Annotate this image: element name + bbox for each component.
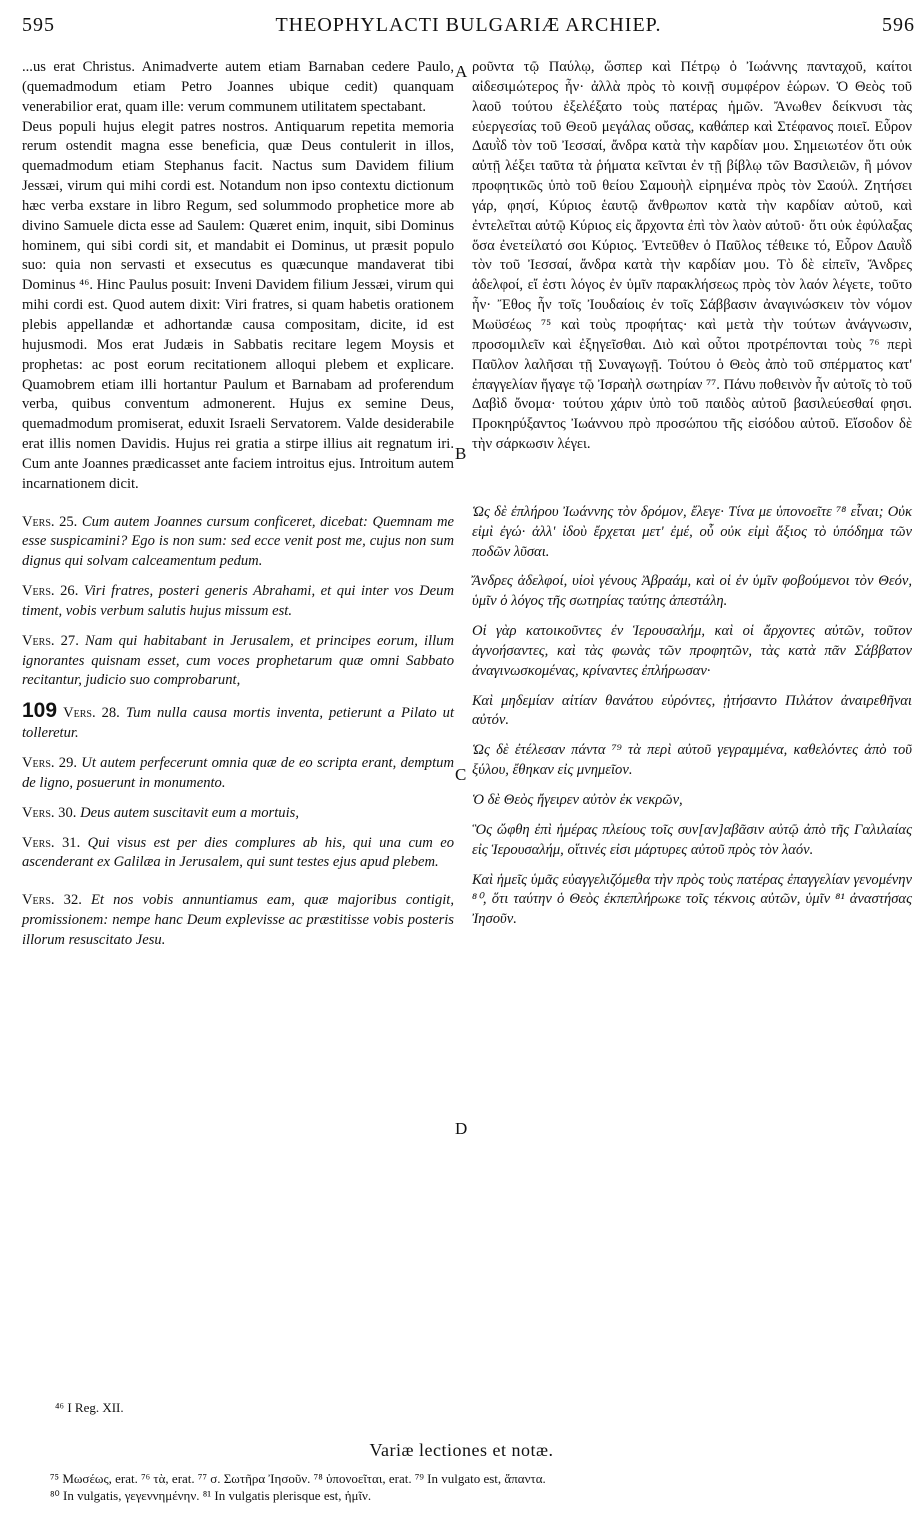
latin-commentary-1: ...us erat Christus. Animadverte autem etiam Barnaban cedere Paulo, (quemadmodum etiam Petro Joannes ubique cedit) quanquam venerabilior erat, quam ille: verum communem utilitatem spectabant. [22,59,454,115]
verse-label: Vers. 26. [22,583,79,600]
verse-text: Deus autem suscitavit eum a mortuis, [80,804,299,821]
verse-text: Ὃς ὤφθη ἐπὶ ἡμέρας πλείους τοῖς συν[αν]αβᾶσιν αὐτῷ ἀπὸ τῆς Γαλιλαίας εἰς Ἱερουσαλήμ, οἵτινές εἰσι μάρτυρες αὐτοῦ πρὸς τὸν λαόν. [472,821,912,858]
greek-verse-30 [472,791,912,811]
verse-text: Qui visus est per dies complures ab his, qui una cum eo ascenderant ex Galilæa in Jerusalem, qui sunt testes ejus apud plebem. [22,834,454,871]
verse-label: Vers. 25. [22,513,78,530]
greek-verse-32 [472,871,912,931]
latin-verse-28 [22,701,454,744]
footnote: ⁴⁶ I Reg. XII. [55,1400,124,1415]
verse-text: Ut autem perfecerunt omnia quæ de eo scripta erant, demptum de ligno, posuerunt in monumento. [22,755,454,791]
greek-verse-26 [472,572,912,612]
verse-text: Ὡς δὲ ἐτέλεσαν πάντα ⁷⁹ τὰ περὶ αὐτοῦ γεγραμμένα, καθελόντες ἀπὸ τοῦ ξύλου, ἔθηκαν εἰς μνημεῖον. [472,742,912,779]
column-page-marker: 109 [22,699,58,723]
variant-line-2: ⁸⁰ In vulgatis, γεγεννημένην. ⁸¹ In vulgatis plerisque est, ἡμῖν. [50,1488,372,1503]
verse-label: Vers. 27. [22,632,79,649]
verse-text: Ἄνδρες ἀδελφοί, υἱοὶ γένους Ἀβραάμ, καὶ οἱ ἐν ὑμῖν φοβούμενοι τὸν Θεόν, ὑμῖν ὁ λόγος τῆς σωτηρίας ταύτης ἀπεστάλη. [472,573,912,610]
verse-label: Vers. 30. [22,804,77,821]
verse-label: Vers. 28. [63,705,120,722]
verse-text: Tum nulla causa mortis inventa, petierunt a Pilato ut tolleretur. [22,705,454,742]
variant-line-1: ⁷⁵ Μωσέως, erat. ⁷⁶ τὰ, erat. ⁷⁷ σ. Σωτῆρα Ἰησοῦν. ⁷⁸ ὑπονοεῖται, erat. ⁷⁹ In vulgato est, ἅπαντα. [50,1471,546,1486]
section-marker-a: A [455,62,468,81]
greek-verse-27 [472,622,912,682]
latin-verse-27 [22,632,454,692]
verse-text: Cum autem Joannes cursum conficeret, dicebat: Quemnam me esse suspicamini? Ego is non sum: sed ecce venit post me, cujus non sum dignus qui solvam calceamentum pedum. [22,513,454,570]
greek-verse-28 [472,692,912,732]
greek-column [472,58,912,930]
page-header [22,6,915,46]
verse-text: Καὶ μηδεμίαν αἰτίαν θανάτου εὑρόντες, ᾐτήσαντο Πιλάτον ἀναιρεθῆναι αὐτόν. [472,692,912,729]
latin-verse-29 [22,754,454,794]
greek-commentary: ροῦντα τῷ Παύλῳ, ὥσπερ καὶ Πέτρῳ ὁ Ἰωάννης πανταχοῦ, καίτοι αἰδεσιμώτερος ἦν· ἀλλὰ πρὸς τὸ κοινῇ συμφέρον ἑώρων. Ὁ Θεὸς τοῦ λαοῦ τούτου ἐξελέξατο τοὺς πατέρας ἡμῶν. Ἄνωθεν δείκνυσι τὰς εὐεργεσίας τοῦ Θεοῦ μεγάλας οὔσας, καθάπερ καὶ Στέφανος ποιεῖ. Εὗρον Δαυῒδ τὸν τοῦ Ἰεσσαί, ἄνδρα κατὰ τὴν καρδίαν μου. Σημειωτέον ὅτι οὐκ αὐτῇ λέξει ταῦτα τὰ ῥήματα κεῖνται ἐν τῇ βίβλῳ τῶν Βασιλειῶν, ἢ μόνον προφητικῶς ὑπὸ τοῦ θείου Σαμουὴλ εἰρημένα πρὸς τὸν Σαούλ. Ζητήσει γάρ, φησί, Κύριος ἑαυτῷ ἄνθρωπον κατὰ τὴν καρδίαν αὐτοῦ, καὶ ἐντελεῖται αὐτῷ Κύριος εἰς ἄρχοντα ἐπὶ τὸν λαὸν αὐτοῦ· ὅτι οὐκ ἐφύλαξας ὅσα ἐνετείλατό σοι Κύριος. Ἐντεῦθεν ὁ Παῦλος τέθεικε τό, Εὗρον Δαυῒδ τὸν τοῦ Ἰεσσαί, ἄνδρα κατὰ τὴν καρδίαν μου. Τὸ δὲ εἰπεῖν, Ἄνδρες ἀδελφοί, εἴ ἐστι λόγος ἐν ὑμῖν παρακλήσεως πρὸς τὸν λαόν λέγετε, τοῦτο ἦν· Ἔθος ἦν τοῖς Ἰουδαίοις ἐν τοῖς Σάββασιν ἀναγινώσκειν τὸν νόμον Μωϋσέως ⁷⁵ καὶ τοὺς προφήτας· καὶ μετὰ τὴν τούτων ἀνάγνωσιν, προσομιλεῖν καὶ ἐξηγεῖσθαι. Διὸ καὶ οὗτοι προτρέπονται τοὺς ⁷⁶ περὶ Παῦλον λαλῆσαι τῇ Συναγωγῇ. Τούτου ὁ Θεὸς ἀπὸ τοῦ σπέρματος κατ' ἐπαγγελίαν ἤγαγε τῷ Ἰσραὴλ σωτηρίαν ⁷⁷. Πάνυ ποθεινὸν ἦν αὐτοῖς τὸ τοῦ Δαβὶδ ὄνομα· τούτου χάριν ὑπὸ τοῦ παιδὸς αὐτοῦ βασιλεύεσθαί φησι. Προκηρύξαντος Ἰωάννου πρὸ προσώπου τῆς εἰσόδου αὐτοῦ. Εἴσοδον δὲ τὴν σάρκωσιν λέγει. [472,59,912,453]
latin-verse-25 [22,513,454,573]
variants-heading: Variæ lectiones et notæ. [369,1440,554,1460]
section-marker-c: C [455,765,467,784]
greek-verse-29 [472,741,912,781]
verse-label: Vers. 29. [22,755,78,771]
greek-verse-31 [472,821,912,861]
latin-commentary-2: Deus populi hujus elegit patres nostros. Antiquarum repetita memoria rerum ostendit magna esse beneficia, quæ Deus contulerit in illos, quemadmodum etiam Stephanus facit. Nactus sum Davidem filium Jessæi, virum qui mihi cordi est. Notandum non ipso contextu dictionum hæc verba exstare in libro Regum, sed solummodo prophetice more ab divino Samuele dicta esse ad Saulem: Quæret enim, inquit, sibi Dominus hominem, qui sibi cordi sit, et mandabit ei Dominus, ut præsit populo suo: quia non servasti et exsecutus es quæcunque mandaverat tibi Dominus ⁴⁶. Hinc Paulus posuit: Inveni Davidem filium Jessæi, virum qui mihi cordi est. Quod autem dixit: Viri fratres, si quam habetis orationem plebis appellandæ et adhortandæ causa compositam, dicite, id est hujusmodi. Mos erat Judæis in Sabbatis recitare legem Moysis et prophetas: ac post eorum recitationem alloqui plebem et explicare. Quamobrem etiam illi hortantur Paulum et Barnabam ad proferendum verba, quibus conventum admonerent. Hujus ex semine Deus, quemadmodum promiserat, eduxit Israeli Servatorem. Valde desiderabile erat illis nomen Davidis. Hujus rei gratia a stirpe illius ait regnatum iri. Cum ante Joannes prædicasset ante faciem introitus ejus. Introitum autem incarnationem dicit. [22,118,454,492]
verse-text: Viri fratres, posteri generis Abrahami, et qui inter vos Deum timent, vobis verbum salutis hujus missum est. [22,583,454,619]
verse-text: Nam qui habitabant in Jerusalem, et principes eorum, illum ignorantes quisnam esset, cum voces prophetarum quæ omni Sabbato recitantur, judicio suo comprobarunt, [22,632,454,689]
section-marker-d: D [455,1119,468,1138]
verse-text: Ὡς δὲ ἐπλήρου Ἰωάννης τὸν δρόμον, ἔλεγε· Τίνα με ὑπονοεῖτε ⁷⁸ εἶναι; Οὐκ εἰμὶ ἐγώ· ἀλλ' ἰδοὺ ἔρχεται μετ' ἐμέ, οὗ οὐκ εἰμὶ ἄξιος τὸ ὑπόδημα τῶν ποδῶν λῦσαι. [472,503,912,560]
latin-column [22,58,454,951]
latin-verse-30 [22,804,454,824]
latin-verse-26 [22,582,454,622]
greek-verse-25 [472,503,912,563]
verse-text: Ὁ δὲ Θεὸς ἤγειρεν αὐτὸν ἐκ νεκρῶν, [472,792,683,808]
verse-text: Et nos vobis annuntiamus eam, quæ majoribus contigit, promissionem: nempe hanc Deum explevisse ac præstitisse vobis posteris illorum resuscitato Jesu. [22,892,454,948]
section-marker-b: B [455,444,467,463]
page-number-right: 596 [882,14,915,36]
variant-readings [50,1470,912,1504]
verse-label: Vers. 31. [22,834,81,851]
running-title: THEOPHYLACTI BULGARIÆ ARCHIEP. [275,14,662,36]
page-number-left: 595 [22,14,55,36]
verse-text: Καὶ ἡμεῖς ὑμᾶς εὐαγγελιζόμεθα τὴν πρὸς τοὺς πατέρας ἐπαγγελίαν γενομένην ⁸⁰, ὅτι ταύτην ὁ Θεὸς ἐκπεπλήρωκε τοῖς τέκνοις αὐτῶν, ὑμῖν ⁸¹ ἀναστήσας Ἰησοῦν. [472,871,912,928]
latin-verse-31 [22,834,454,874]
verse-text: Οἱ γὰρ κατοικοῦντες ἐν Ἱερουσαλήμ, καὶ οἱ ἄρχοντες αὐτῶν, τοῦτον ἀγνοήσαντες, καὶ τὰς φωνὰς τῶν προφητῶν, τὰς κατὰ πᾶν Σάββατον ἀναγινωσκομένας, κρίναντες ἐπλήρωσαν· [472,623,912,679]
latin-verse-32 [22,891,454,951]
verse-label: Vers. 32. [22,892,82,909]
